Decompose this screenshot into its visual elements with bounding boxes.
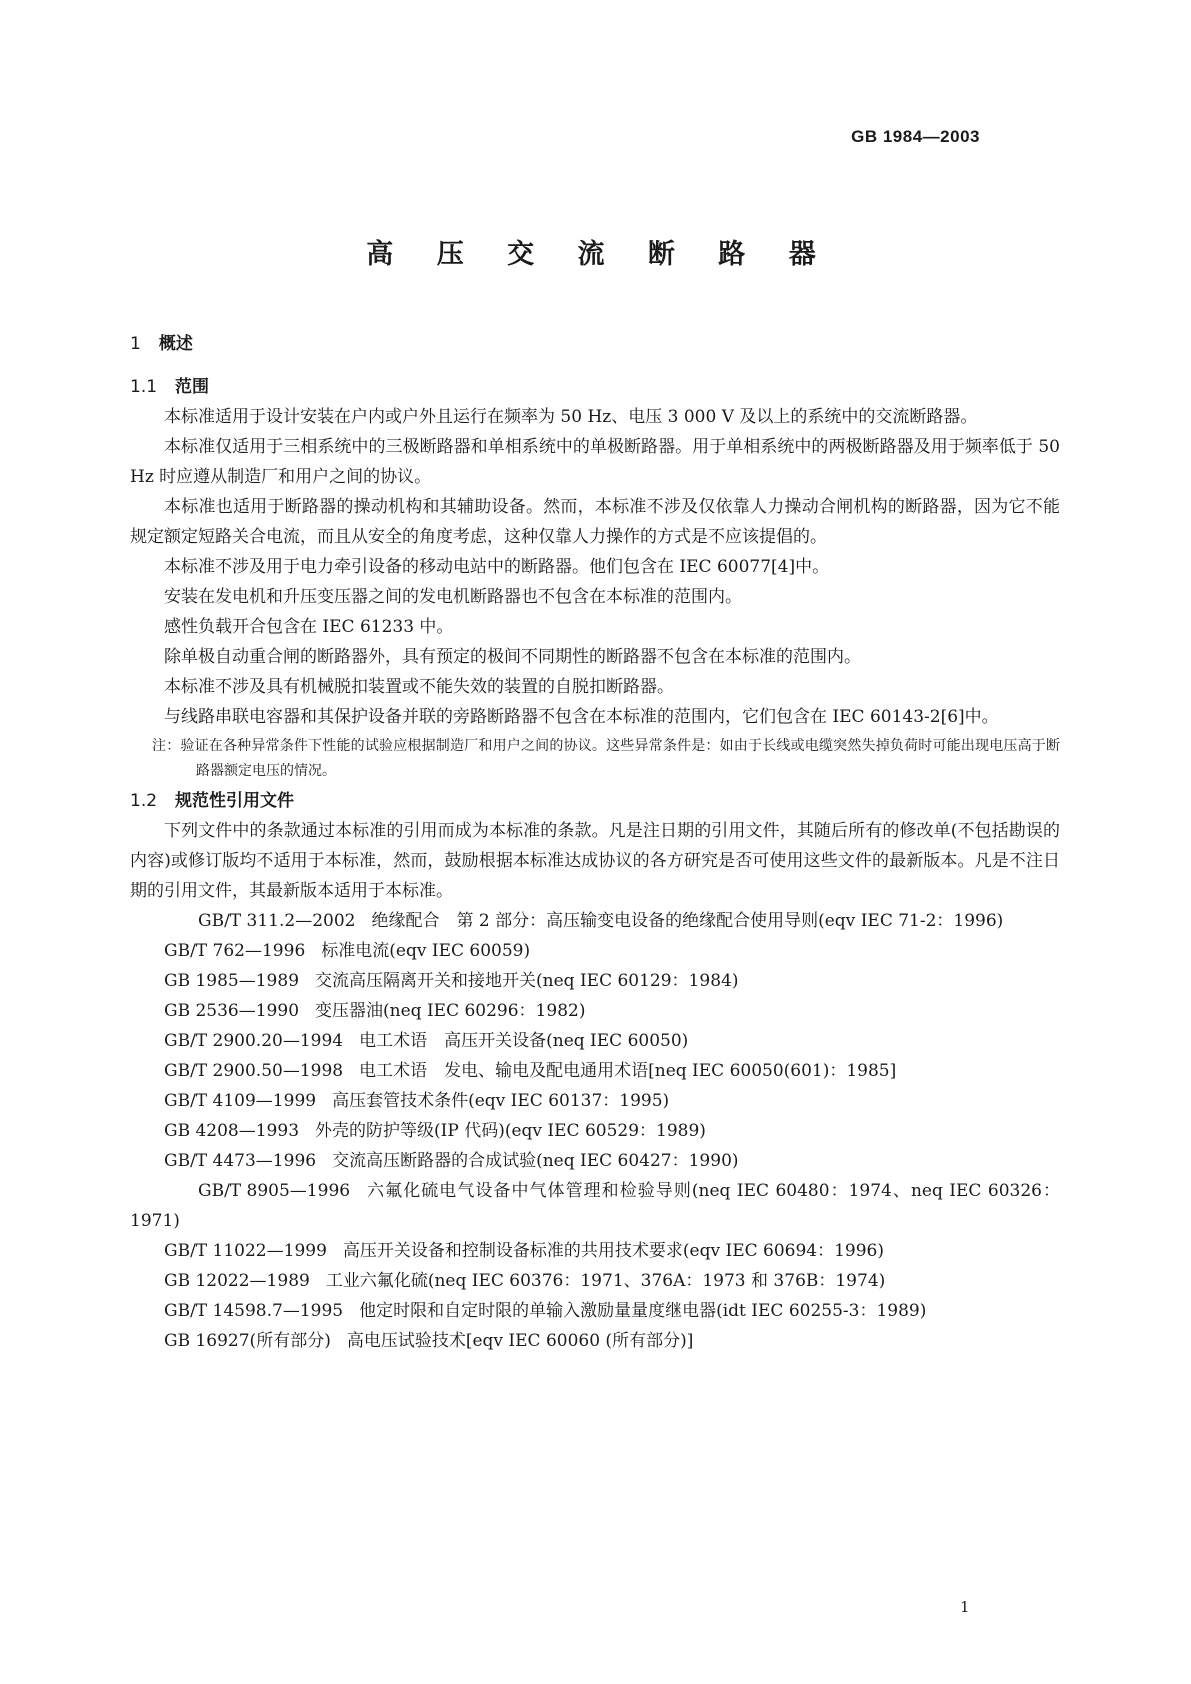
reference-title: 电工术语 高压开关设备(neq IEC 60050) [359, 1031, 689, 1051]
scope-note: 注：验证在各种异常条件下性能的试验应根据制造厂和用户之间的协议。这些异常条件是：如由于长线或电缆突然失掉负荷时可能出现电压高于断路器额定电压的情况。 [152, 738, 1060, 779]
section-title: 范围 [175, 377, 210, 397]
reference-item [130, 1116, 1060, 1146]
reference-item [130, 1086, 1060, 1116]
section-number: 1.2 [130, 791, 158, 811]
scope-paragraph: 安装在发电机和升压变压器之间的发电机断路器也不包含在本标准的范围内。 [164, 587, 742, 607]
reference-title: 高压套管技术条件(eqv IEC 60137：1995) [332, 1091, 670, 1111]
reference-code: GB 16927(所有部分) [164, 1331, 331, 1351]
section-title: 概述 [158, 334, 193, 354]
reference-code: GB 12022—1989 [164, 1271, 310, 1291]
reference-item [130, 1296, 1060, 1326]
document-title: 高 压 交 流 断 路 器 [366, 239, 833, 270]
reference-title: 电工术语 发电、输电及配电通用术语[neq IEC 60050(601)：1985] [359, 1061, 897, 1081]
reference-title: 标准电流(eqv IEC 60059) [321, 941, 531, 961]
reference-title: 高电压试验技术[eqv IEC 60060 (所有部分)] [346, 1331, 694, 1351]
references-intro: 下列文件中的条款通过本标准的引用而成为本标准的条款。凡是注日期的引用文件，其随后所有的修改单(不包括勘误的内容)或修订版均不适用于本标准，然而，鼓励根据本标准达成协议的各方研究是否可使用这些文件的最新版本。凡是不注日期的引用文件，其最新版本适用于本标准。 [130, 821, 1060, 901]
section-1-heading [130, 329, 1060, 359]
section-title: 规范性引用文件 [175, 791, 295, 811]
reference-code: GB/T 762—1996 [164, 941, 306, 961]
scope-paragraph: 与线路串联电容器和其保护设备并联的旁路断路器不包含在本标准的范围内，它们包含在 IEC 60143-2[6]中。 [164, 707, 999, 727]
page-number: 1 [960, 1598, 970, 1616]
reference-title: 变压器油(neq IEC 60296：1982) [315, 1001, 586, 1021]
reference-code: GB/T 2900.20—1994 [164, 1031, 344, 1051]
reference-title: 交流高压隔离开关和接地开关(neq IEC 60129：1984) [315, 971, 739, 991]
reference-code: GB/T 14598.7—1995 [164, 1301, 344, 1321]
reference-code: GB/T 8905—1996 [198, 1181, 351, 1201]
scope-paragraph: 本标准不涉及具有机械脱扣装置或不能失效的装置的自脱扣断路器。 [164, 677, 674, 697]
reference-title: 他定时限和自定时限的单输入激励量量度继电器(idt IEC 60255-3：1989) [359, 1301, 927, 1321]
reference-code: GB/T 4109—1999 [164, 1091, 317, 1111]
reference-code: GB 1985—1989 [164, 971, 300, 991]
reference-title: 六氟化硫电气设备中气体管理和检验导则(neq IEC 60480：1974、neq IEC 60326：1971) [130, 1181, 1060, 1231]
standard-number: GB 1984—2003 [851, 127, 980, 146]
reference-item [130, 1176, 1060, 1236]
reference-item [130, 1266, 1060, 1296]
reference-item [130, 1236, 1060, 1266]
reference-title: 交流高压断路器的合成试验(neq IEC 60427：1990) [332, 1151, 739, 1171]
reference-item [130, 1326, 1060, 1356]
reference-code: GB/T 2900.50—1998 [164, 1061, 344, 1081]
reference-item [130, 996, 1060, 1026]
reference-item [130, 906, 1060, 936]
reference-code: GB/T 4473—1996 [164, 1151, 317, 1171]
reference-title: 外壳的防护等级(IP 代码)(eqv IEC 60529：1989) [315, 1121, 706, 1141]
reference-item [130, 936, 1060, 966]
reference-code: GB/T 311.2—2002 [198, 911, 356, 931]
section-number: 1.1 [130, 377, 158, 397]
reference-title: 高压开关设备和控制设备标准的共用技术要求(eqv IEC 60694：1996) [342, 1241, 884, 1261]
section-1-1-heading [130, 372, 1060, 402]
section-number: 1 [130, 334, 141, 354]
scope-paragraph: 本标准也适用于断路器的操动机构和其辅助设备。然而，本标准不涉及仅依靠人力操动合闸机构的断路器，因为它不能规定额定短路关合电流，而且从安全的角度考虑，这种仅靠人力操作的方式是不应该提倡的。 [130, 497, 1060, 547]
reference-item [130, 966, 1060, 996]
document-body [130, 329, 1060, 1356]
reference-item [130, 1026, 1060, 1056]
section-1-2-heading [130, 786, 1060, 816]
reference-code: GB 2536—1990 [164, 1001, 300, 1021]
reference-item [130, 1146, 1060, 1176]
scope-paragraph: 本标准适用于设计安装在户内或户外且运行在频率为 50 Hz、电压 3 000 V 及以上的系统中的交流断路器。 [164, 407, 978, 427]
reference-item [130, 1056, 1060, 1086]
scope-paragraph: 本标准不涉及用于电力牵引设备的移动电站中的断路器。他们包含在 IEC 60077[4]中。 [164, 557, 830, 577]
reference-title: 工业六氟化硫(neq IEC 60376：1971、376A：1973 和 376B：1974) [325, 1271, 886, 1291]
scope-paragraph: 除单极自动重合闸的断路器外，具有预定的极间不同期性的断路器不包含在本标准的范围内。 [164, 647, 861, 667]
scope-paragraph: 本标准仅适用于三相系统中的三极断路器和单相系统中的单极断路器。用于单相系统中的两极断路器及用于频率低于 50 Hz 时应遵从制造厂和用户之间的协议。 [130, 437, 1060, 487]
reference-code: GB 4208—1993 [164, 1121, 300, 1141]
reference-title: 绝缘配合 第 2 部分：高压输变电设备的绝缘配合使用导则(eqv IEC 71-2：1996) [371, 911, 1004, 931]
scope-paragraph: 感性负载开合包含在 IEC 61233 中。 [164, 617, 454, 637]
reference-code: GB/T 11022—1999 [164, 1241, 327, 1261]
